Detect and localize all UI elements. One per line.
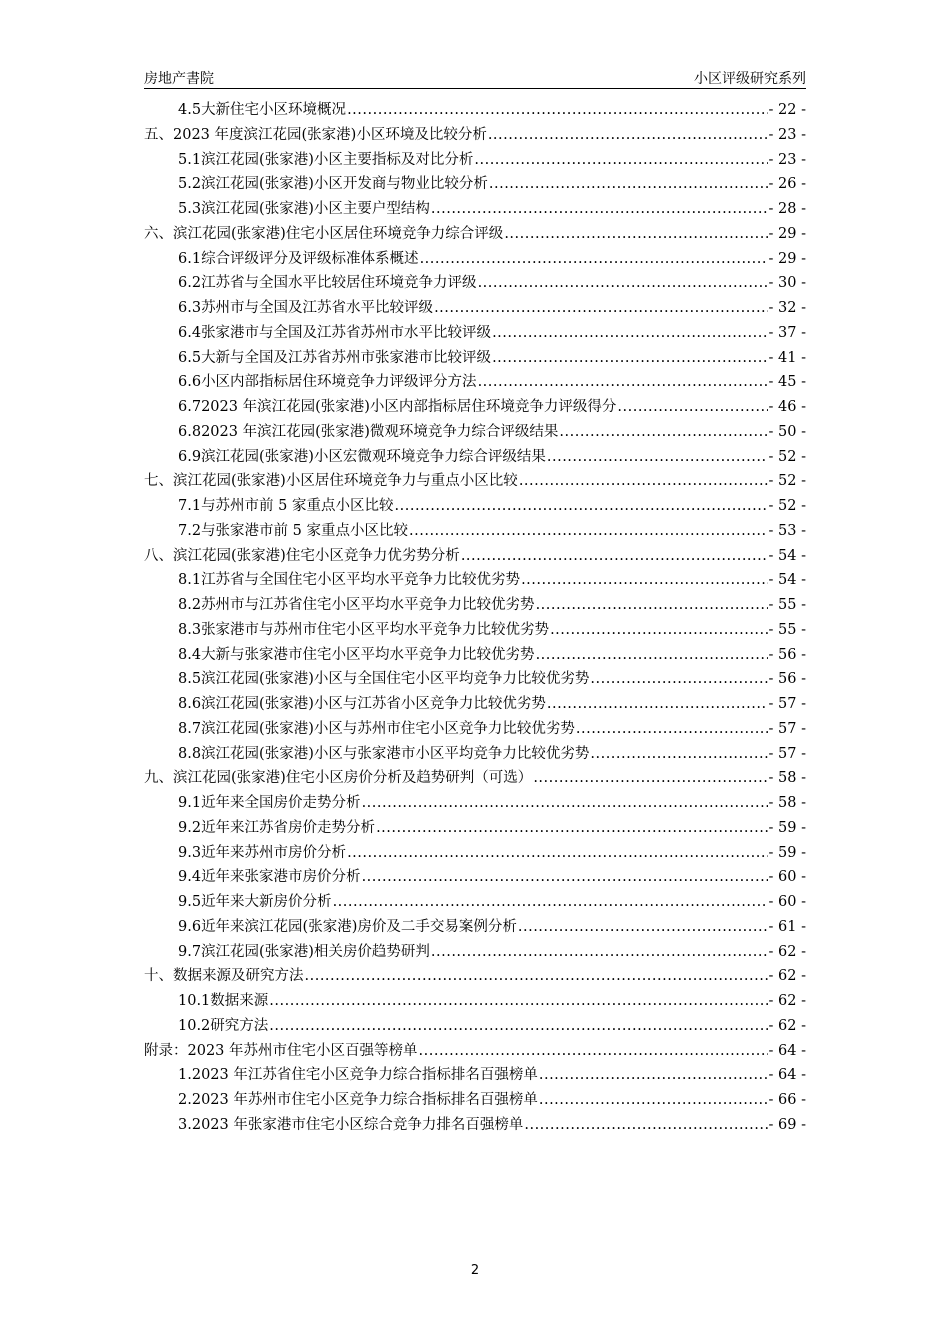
toc-leader-dots <box>269 993 767 1009</box>
toc-chapter-entry[interactable] <box>144 123 806 148</box>
toc-entry-title: 与张家港市前 5 家重点小区比较 <box>201 522 409 539</box>
toc-entry-page: - 22 - <box>768 102 806 118</box>
toc-leader-dots <box>504 226 767 242</box>
toc-leader-dots <box>590 746 767 762</box>
toc-entry-page: - 45 - <box>768 374 806 391</box>
toc-entry-number: 8.5 <box>178 671 202 688</box>
toc-entry-number: 8.4 <box>178 646 202 663</box>
toc-entry-page: - 57 - <box>768 745 806 762</box>
toc-entry-number: 9.1 <box>178 795 202 811</box>
page-header <box>144 66 806 89</box>
toc-section-entry[interactable] <box>144 247 806 272</box>
toc-entry-number: 5.2 <box>178 176 202 193</box>
toc-entry-title: 综合评级评分及评级标准体系概述 <box>201 250 419 267</box>
toc-entry-page: - 37 - <box>768 324 806 341</box>
toc-leader-dots <box>431 201 768 217</box>
toc-section-entry[interactable] <box>144 1088 806 1113</box>
toc-entry-number: 9.2 <box>178 819 202 836</box>
toc-entry-number: 4.5 <box>178 102 202 118</box>
toc-entry-page: - 32 - <box>768 300 806 316</box>
toc-entry-number: 八、 <box>144 547 173 564</box>
toc-section-entry[interactable] <box>144 420 806 445</box>
toc-entry-page: - 61 - <box>768 918 806 935</box>
toc-entry-title: 与苏州市前 5 家重点小区比较 <box>201 498 394 514</box>
toc-leader-dots <box>547 449 768 465</box>
toc-entry-title: 2023 年滨江花园(张家港)小区内部指标居住环境竞争力评级得分 <box>201 399 617 415</box>
toc-leader-dots <box>269 1018 767 1034</box>
toc-section-entry[interactable] <box>144 568 806 593</box>
toc-entry-page: - 60 - <box>768 894 806 910</box>
toc-entry-number: 8.2 <box>178 597 202 613</box>
toc-section-entry[interactable] <box>144 742 806 767</box>
toc-entry-page: - 59 - <box>768 844 806 861</box>
toc-entry-title: 近年来江苏省房价走势分析 <box>201 819 376 836</box>
toc-entry-page: - 55 - <box>768 597 806 613</box>
toc-section-entry[interactable] <box>144 519 806 544</box>
toc-section-entry[interactable] <box>144 346 806 371</box>
toc-entry-title: 滨江花园(张家港)住宅小区房价分析及趋势研判（可选） <box>173 770 533 787</box>
toc-entry-number: 附录： <box>144 1042 188 1059</box>
toc-entry-number: 6.7 <box>178 399 202 415</box>
toc-entry-number: 10.2 <box>178 1017 211 1034</box>
toc-section-entry[interactable] <box>144 890 806 915</box>
toc-entry-page: - 62 - <box>768 968 806 985</box>
toc-entry-title: 江苏省与全国住宅小区平均水平竞争力比较优劣势 <box>201 572 521 589</box>
toc-entry-page: - 66 - <box>768 1092 806 1108</box>
toc-entry-title: 滨江花园(张家港)小区与全国住宅小区平均竞争力比较优劣势 <box>201 671 590 688</box>
toc-entry-page: - 57 - <box>768 696 806 712</box>
toc-entry-page: - 62 - <box>768 1017 806 1034</box>
toc-entry-number: 9.6 <box>178 918 202 935</box>
toc-entry-page: - 59 - <box>768 819 806 836</box>
toc-entry-title: 滨江花园(张家港)小区与江苏省小区竞争力比较优劣势 <box>201 696 546 712</box>
toc-entry-number: 六、 <box>144 225 173 242</box>
toc-entry-page: - 29 - <box>768 250 806 267</box>
toc-entry-page: - 60 - <box>768 869 806 886</box>
toc-section-entry[interactable] <box>144 989 806 1014</box>
toc-entry-title: 苏州市与全国及江苏省水平比较评级 <box>201 300 434 316</box>
toc-entry-number: 9.3 <box>178 844 202 861</box>
toc-section-entry[interactable] <box>144 172 806 197</box>
toc-entry-title: 2023 年滨江花园(张家港)微观环境竞争力综合评级结果 <box>201 423 559 440</box>
toc-leader-dots <box>536 647 768 663</box>
toc-leader-dots <box>518 919 768 935</box>
toc-entry-page: - 50 - <box>768 423 806 440</box>
toc-entry-number: 1. <box>178 1067 192 1084</box>
toc-entry-page: - 57 - <box>768 720 806 737</box>
toc-entry-number: 七、 <box>144 473 173 490</box>
toc-entry-page: - 29 - <box>768 225 806 242</box>
toc-chapter-entry[interactable] <box>144 469 806 494</box>
toc-entry-page: - 69 - <box>768 1116 806 1133</box>
toc-leader-dots <box>492 350 767 366</box>
toc-entry-number: 9.5 <box>178 894 202 910</box>
toc-entry-page: - 54 - <box>768 547 806 564</box>
toc-entry-page: - 52 - <box>768 473 806 490</box>
toc-entry-title: 2023 年苏州市住宅小区竞争力综合指标排名百强榜单 <box>191 1092 538 1108</box>
toc-leader-dots <box>488 127 768 143</box>
header-series-title: 小区评级研究系列 <box>694 71 806 87</box>
toc-entry-title: 近年来张家港市房价分析 <box>201 869 361 886</box>
toc-section-entry[interactable] <box>144 643 806 668</box>
toc-entry-title: 大新与全国及江苏省苏州市张家港市比较评级 <box>201 349 492 366</box>
toc-leader-dots <box>559 424 767 440</box>
toc-section-entry[interactable] <box>144 98 806 123</box>
toc-entry-number: 8.8 <box>178 745 202 762</box>
toc-entry-page: - 56 - <box>768 671 806 688</box>
toc-section-entry[interactable] <box>144 1014 806 1039</box>
toc-leader-dots <box>362 795 768 811</box>
toc-leader-dots <box>539 1067 768 1083</box>
toc-entry-page: - 28 - <box>768 201 806 217</box>
toc-entry-number: 6.8 <box>178 423 202 440</box>
toc-entry-number: 6.9 <box>178 448 202 465</box>
toc-section-entry[interactable] <box>144 593 806 618</box>
toc-entry-title: 江苏省与全国水平比较居住环境竞争力评级 <box>201 275 477 292</box>
toc-entry-page: - 30 - <box>768 275 806 292</box>
toc-leader-dots <box>492 325 767 341</box>
toc-section-entry[interactable] <box>144 395 806 420</box>
toc-entry-title: 滨江花园(张家港)小区与张家港市小区平均竞争力比较优劣势 <box>201 745 590 762</box>
toc-section-entry[interactable] <box>144 271 806 296</box>
toc-section-entry[interactable] <box>144 940 806 965</box>
toc-section-entry[interactable] <box>144 816 806 841</box>
toc-leader-dots <box>419 1043 768 1059</box>
toc-entry-title: 近年来苏州市房价分析 <box>201 844 347 861</box>
toc-entry-number: 9.4 <box>178 869 202 886</box>
toc-entry-number: 9.7 <box>178 943 202 960</box>
toc-entry-title: 大新与张家港市住宅小区平均水平竞争力比较优劣势 <box>201 646 535 663</box>
toc-entry-number: 6.1 <box>178 250 202 267</box>
toc-entry-title: 张家港市与全国及江苏省苏州市水平比较评级 <box>201 324 492 341</box>
toc-entry-title: 滨江花园(张家港)小区与苏州市住宅小区竞争力比较优劣势 <box>201 720 575 737</box>
table-of-contents <box>144 98 806 1138</box>
toc-leader-dots <box>489 176 768 192</box>
toc-entry-title: 滨江花园(张家港)小区居住环境竞争力与重点小区比较 <box>173 473 518 490</box>
toc-entry-title: 2023 年江苏省住宅小区竞争力综合指标排名百强榜单 <box>191 1067 538 1084</box>
toc-leader-dots <box>590 671 767 687</box>
toc-leader-dots <box>409 523 768 539</box>
toc-entry-number: 10.1 <box>178 993 211 1009</box>
toc-entry-number: 五、 <box>144 126 173 143</box>
toc-leader-dots <box>305 968 768 984</box>
toc-leader-dots <box>536 597 768 613</box>
toc-entry-number: 8.7 <box>178 720 202 737</box>
toc-leader-dots <box>376 820 767 836</box>
toc-leader-dots <box>478 275 768 291</box>
toc-entry-page: - 54 - <box>768 572 806 589</box>
toc-entry-page: - 58 - <box>768 770 806 787</box>
toc-section-entry[interactable] <box>144 841 806 866</box>
toc-entry-title: 数据来源及研究方法 <box>173 968 304 985</box>
toc-entry-title: 数据来源 <box>210 993 269 1009</box>
toc-entry-title: 滨江花园(张家港)住宅小区居住环境竞争力综合评级 <box>173 225 504 242</box>
toc-entry-title: 2023 年张家港市住宅小区综合竞争力排名百强榜单 <box>191 1116 524 1133</box>
header-publisher: 房地产書院 <box>144 71 214 87</box>
toc-entry-number: 6.2 <box>178 275 202 292</box>
toc-entry-title: 张家港市与苏州市住宅小区平均水平竞争力比较优劣势 <box>201 621 550 638</box>
toc-section-entry[interactable] <box>144 494 806 519</box>
toc-entry-title: 近年来大新房价分析 <box>201 894 332 910</box>
toc-section-entry[interactable] <box>144 445 806 470</box>
toc-entry-number: 8.1 <box>178 572 202 589</box>
toc-chapter-entry[interactable] <box>144 1039 806 1064</box>
toc-section-entry[interactable] <box>144 148 806 173</box>
toc-entry-number: 7.1 <box>178 498 202 514</box>
toc-entry-title: 滨江花园(张家港)住宅小区竞争力优劣势分析 <box>173 547 460 564</box>
page-number: 2 <box>470 1263 480 1278</box>
toc-chapter-entry[interactable] <box>144 964 806 989</box>
toc-section-entry[interactable] <box>144 296 806 321</box>
toc-leader-dots <box>617 399 767 415</box>
toc-leader-dots <box>550 622 767 638</box>
toc-section-entry[interactable] <box>144 370 806 395</box>
toc-section-entry[interactable] <box>144 865 806 890</box>
toc-chapter-entry[interactable] <box>144 544 806 569</box>
toc-entry-title: 滨江花园(张家港)小区宏微观环境竞争力综合评级结果 <box>201 448 546 465</box>
toc-entry-number: 2. <box>178 1092 192 1108</box>
toc-section-entry[interactable] <box>144 1063 806 1088</box>
toc-entry-page: - 23 - <box>768 126 806 143</box>
toc-entry-page: - 55 - <box>768 621 806 638</box>
toc-entry-title: 小区内部指标居住环境竞争力评级评分方法 <box>201 374 477 391</box>
toc-section-entry[interactable] <box>144 717 806 742</box>
toc-entry-number: 5.1 <box>178 151 202 168</box>
toc-section-entry[interactable] <box>144 618 806 643</box>
toc-entry-title: 滨江花园(张家港)小区开发商与物业比较分析 <box>201 176 488 193</box>
toc-entry-page: - 62 - <box>768 943 806 960</box>
toc-entry-page: - 26 - <box>768 176 806 193</box>
toc-entry-number: 5.3 <box>178 201 202 217</box>
toc-entry-number: 6.4 <box>178 324 202 341</box>
toc-entry-number: 十、 <box>144 968 173 985</box>
toc-leader-dots <box>420 251 768 267</box>
toc-entry-title: 大新住宅小区环境概况 <box>201 102 347 118</box>
toc-leader-dots <box>333 894 768 910</box>
toc-section-entry[interactable] <box>144 197 806 222</box>
toc-entry-number: 6.5 <box>178 349 202 366</box>
toc-entry-number: 6.3 <box>178 300 202 316</box>
toc-entry-title: 研究方法 <box>210 1017 269 1034</box>
toc-entry-number: 6.6 <box>178 374 202 391</box>
toc-leader-dots <box>474 152 767 168</box>
toc-section-entry[interactable] <box>144 692 806 717</box>
toc-entry-number: 8.3 <box>178 621 202 638</box>
toc-entry-page: - 46 - <box>768 399 806 415</box>
toc-entry-title: 2023 年度滨江花园(张家港)小区环境及比较分析 <box>173 126 487 143</box>
toc-leader-dots <box>461 548 768 564</box>
toc-leader-dots <box>539 1092 768 1108</box>
toc-section-entry[interactable] <box>144 915 806 940</box>
toc-section-entry[interactable] <box>144 1113 806 1138</box>
toc-leader-dots <box>347 102 767 118</box>
toc-leader-dots <box>395 498 768 514</box>
toc-chapter-entry[interactable] <box>144 766 806 791</box>
toc-entry-page: - 52 - <box>768 448 806 465</box>
toc-entry-page: - 58 - <box>768 795 806 811</box>
toc-entry-page: - 64 - <box>768 1067 806 1084</box>
toc-entry-title: 2023 年苏州市住宅小区百强等榜单 <box>187 1042 418 1059</box>
toc-leader-dots <box>521 572 767 588</box>
toc-entry-page: - 64 - <box>768 1042 806 1059</box>
toc-entry-page: - 53 - <box>768 522 806 539</box>
toc-section-entry[interactable] <box>144 667 806 692</box>
toc-leader-dots <box>519 473 768 489</box>
toc-leader-dots <box>362 869 768 885</box>
toc-entry-title: 近年来滨江花园(张家港)房价及二手交易案例分析 <box>201 918 517 935</box>
toc-chapter-entry[interactable] <box>144 222 806 247</box>
toc-leader-dots <box>533 770 767 786</box>
toc-entry-page: - 56 - <box>768 646 806 663</box>
toc-leader-dots <box>524 1117 767 1133</box>
toc-entry-page: - 23 - <box>768 151 806 168</box>
toc-entry-title: 滨江花园(张家港)小区主要指标及对比分析 <box>201 151 474 168</box>
toc-entry-title: 近年来全国房价走势分析 <box>201 795 361 811</box>
toc-leader-dots <box>434 300 767 316</box>
toc-leader-dots <box>478 374 768 390</box>
toc-entry-page: - 62 - <box>768 993 806 1009</box>
toc-leader-dots <box>431 944 768 960</box>
toc-entry-title: 滨江花园(张家港)相关房价趋势研判 <box>201 943 430 960</box>
toc-section-entry[interactable] <box>144 791 806 816</box>
toc-entry-number: 7.2 <box>178 522 202 539</box>
toc-section-entry[interactable] <box>144 321 806 346</box>
toc-leader-dots <box>347 845 767 861</box>
toc-entry-number: 3. <box>178 1116 192 1133</box>
toc-entry-page: - 52 - <box>768 498 806 514</box>
toc-entry-title: 滨江花园(张家港)小区主要户型结构 <box>201 201 430 217</box>
toc-entry-title: 苏州市与江苏省住宅小区平均水平竞争力比较优劣势 <box>201 597 535 613</box>
toc-entry-number: 九、 <box>144 770 173 787</box>
toc-entry-page: - 41 - <box>768 349 806 366</box>
toc-leader-dots <box>547 696 768 712</box>
toc-entry-number: 8.6 <box>178 696 202 712</box>
toc-leader-dots <box>576 721 768 737</box>
